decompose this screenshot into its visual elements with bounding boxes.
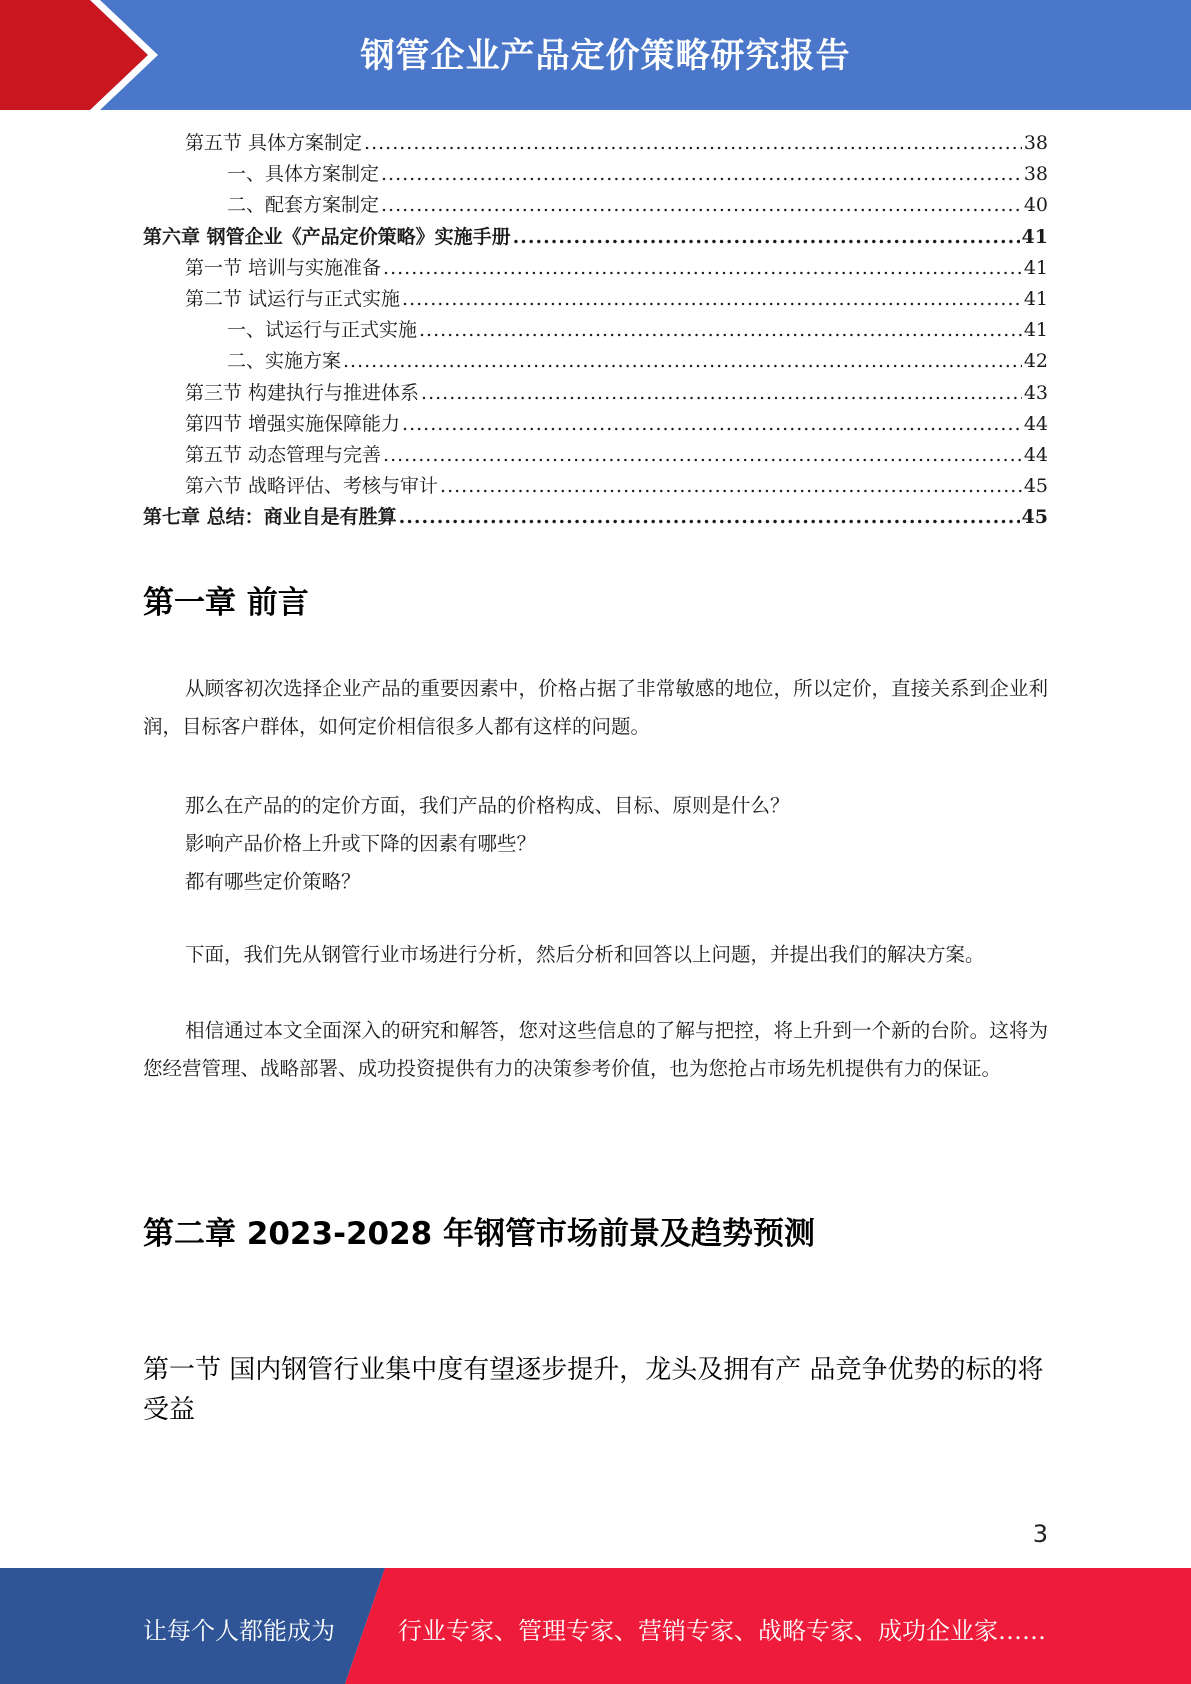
toc-entry[interactable] [143,409,1048,440]
toc-leader-dots [383,257,1022,279]
toc-entry-page: 40 [1023,194,1048,217]
toc-entry-label: 第五节 动态管理与完善 [185,443,382,466]
question-3: 都有哪些定价策略？ [185,870,361,893]
chapter-1-heading: 第一章 前言 [143,585,309,621]
toc-leader-dots [421,382,1022,404]
toc-leader-dots [402,288,1022,310]
toc-entry[interactable] [143,315,1048,346]
toc-entry[interactable] [143,502,1048,533]
toc-entry-page: 41 [1023,287,1048,310]
footer-slogan-left: 让每个人都能成为 [143,1617,335,1645]
toc-entry-label: 第七章 总结：商业自是有胜算 [143,506,397,529]
toc-entry[interactable] [143,378,1048,409]
toc-entry[interactable] [143,440,1048,471]
chapter-1-paragraph-2: 下面，我们先从钢管行业市场进行分析，然后分析和回答以上问题，并提出我们的解决方案。 [185,943,985,966]
question-2: 影响产品价格上升或下降的因素有哪些？ [185,832,537,855]
toc-entry-page: 41 [1021,225,1048,248]
toc-entry-page: 38 [1023,163,1048,186]
toc-entry[interactable] [143,159,1048,190]
toc-entry-page: 45 [1023,475,1048,498]
page-header [0,0,1191,110]
toc-entry[interactable] [143,284,1048,315]
toc-entry-label: 第二节 试运行与正式实施 [185,287,401,310]
toc-entry-label: 第四节 增强实施保障能力 [185,412,401,435]
toc-entry[interactable] [143,128,1048,159]
toc-entry-page: 41 [1023,256,1048,279]
toc-leader-dots [343,350,1022,372]
toc-leader-dots [381,194,1022,216]
chapter-2-heading: 第二章 2023-2028 年钢管市场前景及趋势预测 [143,1216,816,1252]
toc-entry[interactable] [143,346,1048,377]
chapter-2-section-1-heading: 第一节 国内钢管行业集中度有望逐步提升，龙头及拥有产 品竞争优势的标的将受益 [143,1355,1044,1425]
toc-entry-label: 第六节 战略评估、考核与审计 [185,475,439,498]
toc-entry[interactable] [143,222,1048,253]
toc-entry[interactable] [143,190,1048,221]
table-of-contents [143,128,1048,533]
toc-entry-label: 第三节 构建执行与推进体系 [185,381,420,404]
toc-entry-page: 42 [1023,350,1048,373]
toc-entry[interactable] [143,253,1048,284]
toc-entry-page: 44 [1023,443,1048,466]
toc-entry-page: 44 [1023,412,1048,435]
toc-leader-dots [364,132,1022,154]
document-title: 钢管企业产品定价策略研究报告 [360,36,851,76]
toc-entry-label: 第五节 具体方案制定 [185,132,363,154]
toc-leader-dots [383,444,1022,466]
chapter-1-paragraph-3: 相信通过本文全面深入的研究和解答，您对这些信息的了解与把控，将上升到一个新的台阶。这将为您经营管理、战略部署、成功投资提供有力的决策参考价值，也为您抢占市场先机提供有力的保证。 [143,1019,1048,1080]
toc-entry-label: 第一节 培训与实施准备 [185,256,382,279]
toc-entry-label: 一、试运行与正式实施 [227,319,418,342]
toc-leader-dots [402,413,1022,435]
question-1: 那么在产品的的定价方面，我们产品的价格构成、目标、原则是什么？ [185,794,790,817]
toc-entry[interactable] [143,471,1048,502]
page-footer [0,1568,1191,1684]
toc-leader-dots [381,163,1022,185]
toc-entry-label: 二、实施方案 [227,350,342,373]
footer-slogan-right: 行业专家、管理专家、营销专家、战略专家、成功企业家…… [398,1617,1046,1645]
toc-leader-dots [419,319,1022,341]
toc-entry-label: 第六章 钢管企业《产品定价策略》实施手册 [143,225,511,248]
toc-entry-page: 41 [1023,319,1048,342]
toc-entry-label: 二、配套方案制定 [227,194,380,217]
toc-entry-page: 38 [1023,132,1048,154]
chapter-1-paragraph-1: 从顾客初次选择企业产品的重要因素中，价格占据了非常敏感的地位，所以定价，直接关系到企业利润，目标客户群体，如何定价相信很多人都有这样的问题。 [143,677,1048,738]
toc-leader-dots [399,506,1020,528]
toc-entry-label: 一、具体方案制定 [227,163,380,186]
toc-leader-dots [513,226,1020,248]
toc-leader-dots [440,475,1022,497]
page-number: 3 [1032,1520,1048,1548]
toc-entry-page: 45 [1021,506,1048,529]
toc-entry-page: 43 [1023,381,1048,404]
